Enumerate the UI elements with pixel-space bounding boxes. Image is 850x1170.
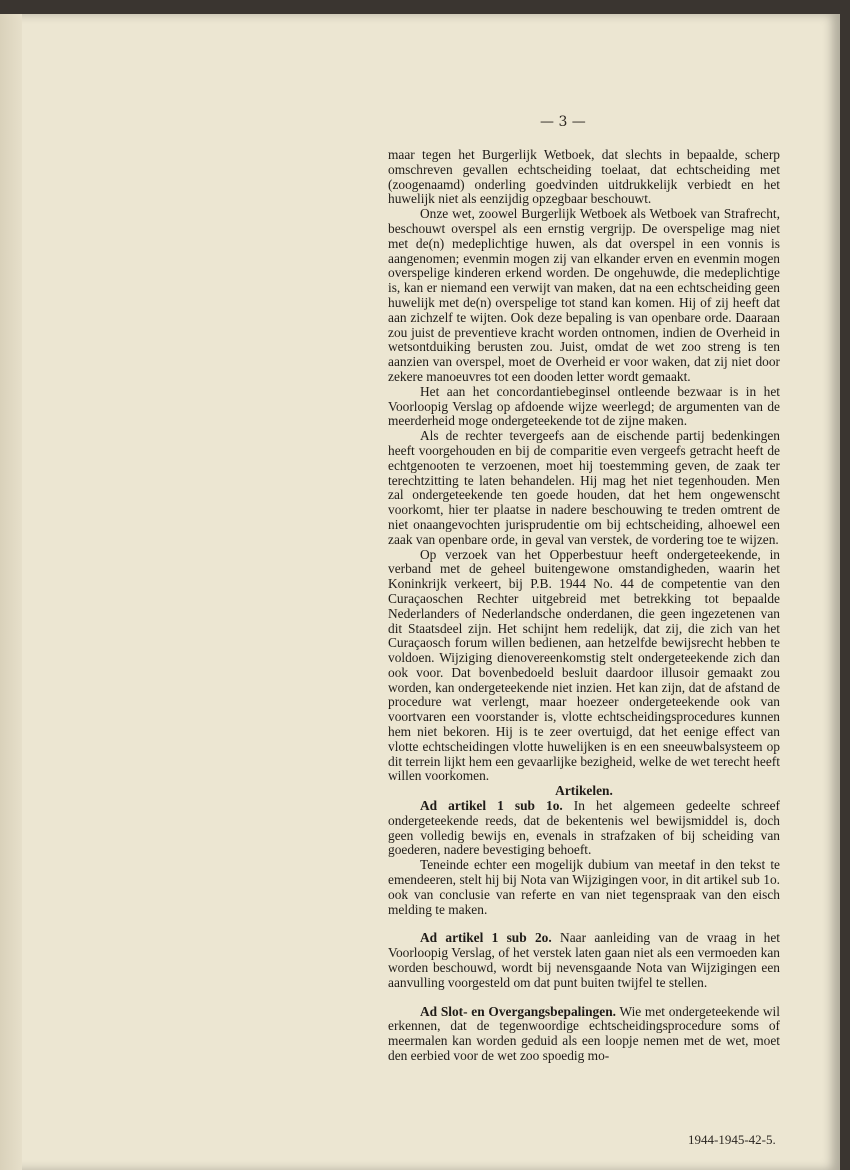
article-1-paragraph <box>388 799 780 858</box>
paragraph-2: Onze wet, zoowel Burgerlijk Wetboek als Wetboek van Strafrecht, beschouwt overspel als een ernstig vergrijp. De overspelige mag niet met de(n) medeplichtige huwen, als dat overspel in een vonnis is aangenomen; evenmin mogen zij van elkander erven en evenmin mogen overspelige kinderen erkend worden. De ongehuwde, die medeplichtige is, kan er niemand een verwijt van maken, dat na een echtscheiding geen huwelijk met de(n) overspelige tot stand kan komen. Hij of zij heeft dat aan zichzelf te wijten. Ook deze bepaling is van openbare orde. Daaraan zou juist de preventieve kracht worden ontnomen, indien de Overheid in wetsontduiking berusten zou. Juist, omdat de wet zoo streng is ten aanzien van overspel, moet de Overheid er voor waken, dat zij niet door zekere manoeuvres tot een dooden letter wordt gemaakt. <box>388 206 780 384</box>
document-page <box>0 14 840 1170</box>
paragraph-5: Op verzoek van het Opperbestuur heeft ondergeteekende, in verband met de geheel buitengewone omstandigheden, waarin het Koninkrijk verkeert, bij P.B. 1944 No. 44 de competentie van den Curaçaoschen Rechter uitgebreid met betrekking tot bepaalde Nederlanders of Nederlandsche onderdanen, die geen ingezetenen van dit Staatsdeel zijn. Het schijnt hem redelijk, dat zij, die zich van het Curaçaosch forum willen bedienen, aan hetzelfde bewijsrecht hebben te voldoen. Wijziging dienovereenkomstig stelt ondergeteekende zich dan ook voor. Dat bovenbedoeld besluit daardoor illusoir gemaakt zou worden, kan ondergeteekende niet inzien. Het kan zijn, dat de afstand de procedure wat verlengt, maar hoezeer ondergeteekende ook van voortvaren een voorstander is, vlotte echtscheidingsprocedures kunnen hem niet bekoren. Hij is te zeer overtuigd, dat het eenige effect van vlotte echtscheidingen vlotte huwelijken is en een sneeuwbalsysteem op dit terrein lijkt hem een gevaarlijke bezigheid, welke de wet terecht heeft willen voorkomen. <box>388 546 780 784</box>
article-1-followup: Teneinde echter een mogelijk dubium van meetaf in den tekst te emendeeren, stelt hij bij Nota van Wijzigingen voor, in dit artikel sub 1o. ook van conclusie van referte en van niet tegenspraak van den eisch melding te maken. <box>388 857 780 917</box>
footer-code: 1944-1945-42-5. <box>688 1132 776 1147</box>
section-heading: Artikelen. <box>555 783 613 799</box>
article-2-text: Naar aanleiding van de vraag in het Voorloopig Verslag, of het verstek laten gaan niet als een vermoeden kan worden beschouwd, wordt bij nevensgaande Nota van Wijzigingen een aanvulling voorgesteld om dat punt buiten twijfel te stellen. <box>388 930 780 990</box>
paragraph-4: Als de rechter tevergeefs aan de eischende partij bedenkingen heeft voorgehouden en bij de comparitie even vergeefs getracht heeft de echtgenooten te verzoenen, moet hij toestemming geven, de zaak ter terechtzitting te laten behandelen. Hij mag het niet tegenhouden. Men zal ondergeteekende ten goede houden, dat het hem ongewenscht voorkomt, hier ter plaatse in nadere beschouwing te treden omtrent de niet onaangevochten jurisprudentie om bij echtscheiding, alhoewel een zaak van openbare orde, in geval van verstek, de vordering toe te wijzen. <box>388 428 780 547</box>
paragraph-3: Het aan het concordantiebeginsel ontleende bezwaar is in het Voorloopig Verslag op afdoende wijze weerlegd; de argumenten van de meerderheid moge ondergeteekende tot de zijne maken. <box>388 383 780 429</box>
article-2-paragraph <box>388 931 780 990</box>
article-3-paragraph <box>388 1005 780 1064</box>
body-text <box>388 148 780 1064</box>
article-1-text: In het algemeen gedeelte schreef ondergeteekende reeds, dat de bekentenis wel bewijsmiddel is, doch geen volledig bewijs en, evenals in strafzaken of bij scheiding van goederen, nadere bevestiging behoeft. <box>388 798 780 858</box>
article-3-lead: Ad Slot- en Overgangsbepalingen. <box>420 1003 616 1019</box>
page-edge <box>0 14 22 1170</box>
paragraph-1: maar tegen het Burgerlijk Wetboek, dat slechts in bepaalde, scherp omschreven gevallen echtscheiding toelaat, dat echtscheiding met (zoogenaamd) onderling goedvinden uitdrukkelijk verbiedt en het huwelijk niet als eenzijdig opzegbaar beschouwt. <box>388 147 780 207</box>
article-3-text: Wie met ondergeteekende wil erkennen, dat de tegenwoordige echtscheidingsprocedure soms of meermalen kan worden geduid als een loopje nemen met de wet, moet den eerbied voor de wet zoo spoedig mo- <box>388 1003 780 1064</box>
page-number: — 3 — <box>540 114 586 130</box>
article-2-lead: Ad artikel 1 sub 2o. <box>420 930 552 946</box>
article-1-lead: Ad artikel 1 sub 1o. <box>420 798 563 814</box>
